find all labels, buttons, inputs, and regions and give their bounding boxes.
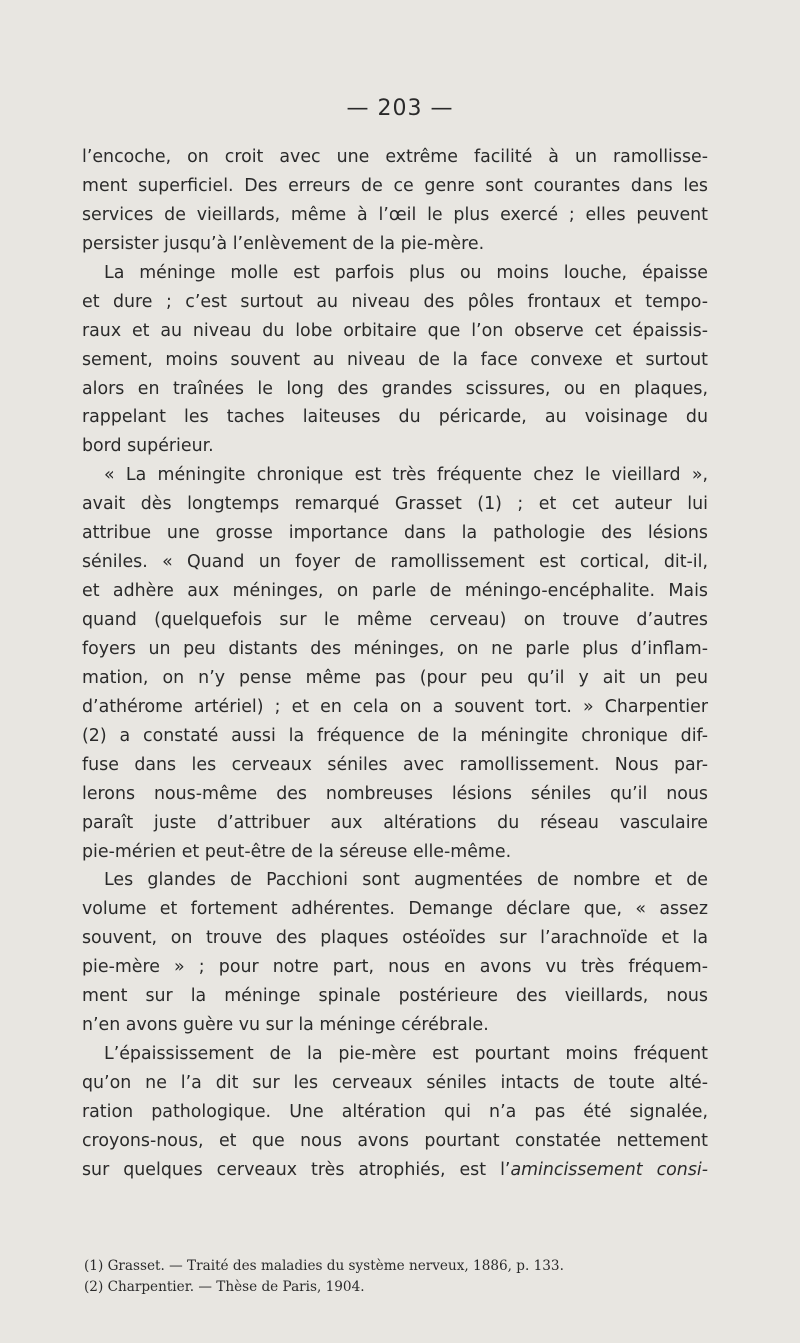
- text-line: lerons nous-même des nombreuses lésions séniles qu’il nous: [82, 783, 708, 804]
- footnotes: [84, 1256, 704, 1298]
- text-line: ment superficiel. Des erreurs de ce genre sont courantes dans les: [82, 175, 708, 196]
- text-line: sur quelques cerveaux très atrophiés, est l’amincissement consi-: [82, 1159, 708, 1180]
- text-line: La méninge molle est parfois plus ou moins louche, épaisse: [104, 262, 708, 283]
- text-line: foyers un peu distants des méninges, on ne parle plus d’inflam-: [82, 638, 708, 659]
- footnote: (2) Charpentier. — Thèse de Paris, 1904.: [84, 1279, 365, 1295]
- text-line: « La méningite chronique est très fréquente chez le vieillard »,: [104, 465, 708, 486]
- text-line: attribue une grosse importance dans la pathologie des lésions: [82, 523, 708, 544]
- text-line: ment sur la méninge spinale postérieure des vieillards, nous: [82, 986, 708, 1007]
- text-line: mation, on n’y pense même pas (pour peu qu’il y ait un peu: [82, 667, 708, 688]
- text-line: qu’on ne l’a dit sur les cerveaux séniles intacts de toute alté-: [82, 1073, 708, 1093]
- body-text: [82, 143, 708, 1185]
- text-line: et adhère aux méninges, on parle de méningo-encéphalite. Mais: [82, 581, 708, 602]
- text-line: et dure ; c’est surtout au niveau des pôles frontaux et tempo-: [82, 291, 708, 312]
- text-line: fuse dans les cerveaux séniles avec ramollissement. Nous par-: [82, 754, 708, 775]
- text-line: avait dès longtemps remarqué Grasset (1) ; et cet auteur lui: [82, 494, 708, 515]
- text-line: (2) a constaté aussi la fréquence de la méningite chronique dif-: [82, 725, 708, 746]
- text-line: bord supérieur.: [82, 436, 214, 457]
- text-line: alors en traînées le long des grandes scissures, ou en plaques,: [82, 378, 708, 399]
- page-number: — 203 —: [346, 96, 454, 121]
- text-line: services de vieillards, même à l’œil le plus exercé ; elles peuvent: [82, 204, 708, 225]
- text-line: ration pathologique. Une altération qui n’a pas été signalée,: [82, 1101, 708, 1122]
- footnote: (1) Grasset. — Traité des maladies du système nerveux, 1886, p. 133.: [84, 1258, 564, 1274]
- text-line: n’en avons guère vu sur la méninge cérébrale.: [82, 1015, 489, 1036]
- text-line: persister jusqu’à l’enlèvement de la pie-mère.: [82, 233, 485, 254]
- text-line: rappelant les taches laiteuses du péricarde, au voisinage du: [82, 407, 708, 428]
- text-line: souvent, on trouve des plaques ostéoïdes sur l’arachnoïde et la: [82, 928, 708, 949]
- text-line: d’athérome artériel) ; et en cela on a souvent tort. » Charpentier: [82, 696, 708, 717]
- text-line: paraît juste d’attribuer aux altérations du réseau vasculaire: [82, 812, 708, 833]
- text-line: Les glandes de Pacchioni sont augmentées de nombre et de: [104, 870, 708, 891]
- text-line: quand (quelquefois sur le même cerveau) on trouve d’autres: [82, 610, 708, 630]
- text-line: raux et au niveau du lobe orbitaire que l’on observe cet épaissis-: [82, 320, 708, 341]
- text-line: séniles. « Quand un foyer de ramollissement est cortical, dit-il,: [82, 552, 708, 573]
- text-line: volume et fortement adhérentes. Demange déclare que, « assez: [82, 899, 708, 920]
- text-line: sement, moins souvent au niveau de la face convexe et surtout: [82, 349, 708, 370]
- text-line: pie-mérien et peut-être de la séreuse elle-même.: [82, 841, 512, 862]
- text-line: l’encoche, on croit avec une extrême facilité à un ramollisse-: [82, 147, 708, 167]
- text-line: pie-mère » ; pour notre part, nous en avons vu très fréquem-: [82, 957, 708, 978]
- text-line: L’épaississement de la pie-mère est pourtant moins fréquent: [104, 1044, 708, 1065]
- text-line: croyons-nous, et que nous avons pourtant constatée nettement: [82, 1130, 708, 1151]
